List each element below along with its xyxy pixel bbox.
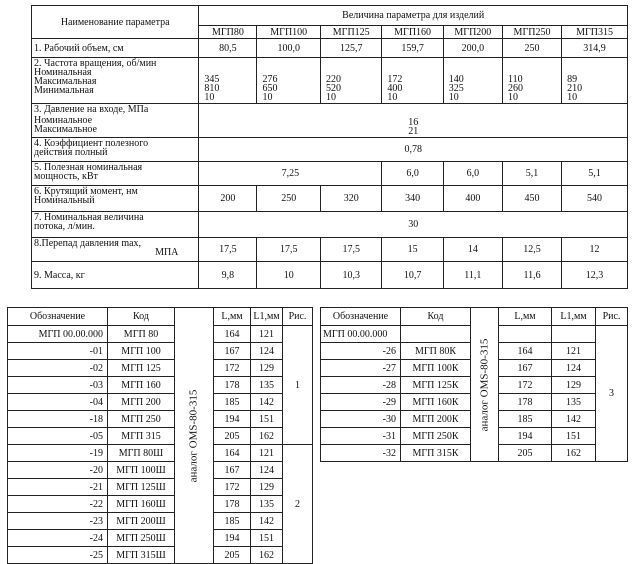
speed-value: 210 [567,83,583,94]
base-designation: МГП 00.00.000 [321,326,401,343]
model-header: МГП80 [199,26,257,39]
param-torque-label [32,186,199,212]
designation: -04 [8,394,108,411]
power-value: 6,0 [443,162,502,186]
model-header: МГП315 [562,26,628,39]
speed-value: 10 [567,92,578,103]
drop-value: 17,5 [257,238,321,262]
drop-value: 12,5 [502,238,561,262]
designation: -31 [321,428,401,445]
designation: -27 [321,360,401,377]
efficiency-title: 4. Коэффициент полезного [34,138,149,149]
table-row [8,411,313,428]
table-row [8,343,313,360]
mass-value: 12,3 [562,262,628,289]
code: МГП 315К [401,445,471,462]
length1: 142 [552,411,596,428]
length: 178 [214,496,251,513]
torque-title: 6. Крутящий момент, нм [34,186,138,197]
mass-value: 10,7 [382,262,443,289]
speed-value: 400 [387,83,403,94]
param-mass-label: 9. Масса, кг [32,262,199,289]
drop-value: 17,5 [199,238,257,262]
flow-value: 30 [199,212,628,238]
designation: -22 [8,496,108,513]
length: 172 [214,479,251,496]
figure-number: 2 [283,445,313,564]
table-row [8,479,313,496]
power-value: 5,1 [562,162,628,186]
length: 194 [214,530,251,547]
length1: 124 [251,462,283,479]
drop-title: 8.Перепад давления max, [34,238,142,249]
volume-value: 250 [502,39,561,58]
speed-value: 10 [204,92,215,103]
speed-value: 325 [448,83,464,94]
speed-value: 345 [204,74,220,85]
speed-value: 10 [262,92,273,103]
param-speed-label [32,58,199,104]
torque-value: 250 [257,186,321,212]
length1: 151 [251,411,283,428]
speed-value: 650 [262,83,278,94]
length1: 162 [552,445,596,462]
analog-label: аналог OMS-80-315 [478,338,490,431]
volume-value: 314,9 [562,39,628,58]
length1: 129 [251,479,283,496]
drop-unit: МПА [155,247,179,258]
param-drop-label [32,238,199,262]
code: МГП 250 [108,411,175,428]
length: 164 [214,326,251,343]
length1: 135 [552,394,596,411]
speed-value: 220 [326,74,342,85]
length1: 162 [251,547,283,564]
table-row [8,428,313,445]
torque-value: 200 [199,186,257,212]
speed-value: 10 [448,92,459,103]
code [401,326,471,343]
figure-header: Рис. [283,308,313,326]
length: 164 [214,445,251,462]
speed-value: 10 [326,92,337,103]
length1: 121 [251,326,283,343]
power-value: 6,0 [382,162,443,186]
designation: -32 [321,445,401,462]
speed-min-label: Минимальная [34,85,94,96]
table-row [8,496,313,513]
length-header: L,мм [214,308,251,326]
speed-value: 520 [326,83,342,94]
designation: -05 [8,428,108,445]
speed-values [257,58,321,104]
length1: 121 [251,445,283,462]
length: 194 [499,428,552,445]
code: МГП 125К [401,377,471,394]
designation: -30 [321,411,401,428]
length1: 121 [552,343,596,360]
speed-nominal-label: Номинальная [34,67,92,78]
designation-header: Обозначение [321,308,401,326]
mass-value: 9,8 [199,262,257,289]
model-header: МГП100 [257,26,321,39]
table-row [8,326,313,343]
torque-title-2: Номинальный [34,195,95,206]
mass-value: 10 [257,262,321,289]
length1: 151 [251,530,283,547]
code-header: Код [108,308,175,326]
table-row [8,547,313,564]
mass-value: 11,1 [443,262,502,289]
length1: 129 [251,360,283,377]
designation-table-right [320,307,628,462]
code-header: Код [401,308,471,326]
power-value: 5,1 [502,162,561,186]
length: 172 [214,360,251,377]
code: МГП 315Ш [108,547,175,564]
designation: -23 [8,513,108,530]
speed-value: 276 [262,74,278,85]
model-header: МГП160 [382,26,443,39]
flow-title-2: потока, л/мин. [34,221,95,232]
param-volume-label: 1. Рабочий объем, см [32,39,199,58]
drop-value: 15 [382,238,443,262]
designation: -29 [321,394,401,411]
table-row [8,377,313,394]
designation: -24 [8,530,108,547]
speed-values [321,58,382,104]
length1-header: L1,мм [552,308,596,326]
analog-cell [471,308,499,462]
length: 178 [214,377,251,394]
length1 [552,326,596,343]
length: 205 [214,428,251,445]
length: 167 [214,343,251,360]
power-title-2: мощность, кВт [34,171,98,182]
param-name-header: Наименование параметра [32,6,199,39]
code: МГП 100К [401,360,471,377]
drop-value: 12 [562,238,628,262]
code: МГП 200Ш [108,513,175,530]
designation: -26 [321,343,401,360]
length: 205 [499,445,552,462]
code: МГП 100Ш [108,462,175,479]
figure-number: 1 [283,326,313,445]
code: МГП 125 [108,360,175,377]
volume-value: 125,7 [321,39,382,58]
length: 164 [499,343,552,360]
torque-value: 340 [382,186,443,212]
volume-value: 200,0 [443,39,502,58]
designation: -21 [8,479,108,496]
length1: 151 [552,428,596,445]
torque-value: 400 [443,186,502,212]
designation: -28 [321,377,401,394]
model-header: МГП250 [502,26,561,39]
code: МГП 160Ш [108,496,175,513]
length1: 124 [251,343,283,360]
param-pressure-label [32,104,199,138]
param-power-label [32,162,199,186]
length1: 129 [552,377,596,394]
length: 167 [499,360,552,377]
designation: -25 [8,547,108,564]
pressure-max-label: Максимальное [34,124,97,135]
power-title: 5. Полезная номинальная [34,162,143,173]
code: МГП 100 [108,343,175,360]
length: 194 [214,411,251,428]
code: МГП 160К [401,394,471,411]
table-row [8,462,313,479]
code: МГП 125Ш [108,479,175,496]
table-row [8,530,313,547]
code: МГП 160 [108,377,175,394]
volume-value: 80,5 [199,39,257,58]
torque-value: 450 [502,186,561,212]
table-row [8,394,313,411]
designation: -03 [8,377,108,394]
volume-value: 100,0 [257,39,321,58]
length: 185 [499,411,552,428]
code: МГП 250К [401,428,471,445]
speed-value: 89 [567,74,578,85]
length1: 135 [251,496,283,513]
torque-value: 540 [562,186,628,212]
length: 185 [214,394,251,411]
model-header: МГП125 [321,26,382,39]
torque-value: 320 [321,186,382,212]
figure-header: Рис. [596,308,628,326]
efficiency-title-2: действия полный [34,147,108,158]
speed-value: 260 [507,83,523,94]
speed-value: 10 [387,92,398,103]
code: МГП 80 [108,326,175,343]
param-efficiency-label [32,138,199,162]
code: МГП 80К [401,343,471,360]
code: МГП 200 [108,394,175,411]
speed-value: 110 [507,74,523,85]
speed-values [502,58,561,104]
speed-values [443,58,502,104]
length1: 124 [552,360,596,377]
pressure-title: 3. Давление на входе, МПа [34,104,149,115]
designation: -18 [8,411,108,428]
analog-cell [175,308,214,564]
code: МГП 80Ш [108,445,175,462]
model-header: МГП200 [443,26,502,39]
code: МГП 250Ш [108,530,175,547]
length: 205 [214,547,251,564]
speed-value: 810 [204,83,220,94]
length1: 142 [251,394,283,411]
mass-value: 10,3 [321,262,382,289]
pressure-nominal-label: Номинальное [34,115,93,126]
length: 178 [499,394,552,411]
length1: 162 [251,428,283,445]
length: 185 [214,513,251,530]
param-flow-label [32,212,199,238]
designation: -02 [8,360,108,377]
speed-value: 140 [448,74,464,85]
speed-title: 2. Частота вращения, об/мин [34,58,157,69]
length: 172 [499,377,552,394]
table-row [8,513,313,530]
designation-header: Обозначение [8,308,108,326]
length [499,326,552,343]
length1-header: L1,мм [251,308,283,326]
speed-values [562,58,628,104]
analog-label: аналог OMS-80-315 [187,389,200,482]
volume-value: 159,7 [382,39,443,58]
speed-value: 172 [387,74,403,85]
code: МГП 200К [401,411,471,428]
power-merged-value: 7,25 [199,162,382,186]
value-header: Величина параметра для изделий [199,6,628,26]
parameters-table [31,5,628,289]
pressure-values [199,104,628,138]
length-header: L,мм [499,308,552,326]
pressure-max-value: 21 [408,126,419,137]
flow-title: 7. Номинальная величина [34,212,144,223]
table-row [8,445,313,462]
length1: 142 [251,513,283,530]
efficiency-value: 0,78 [199,138,628,162]
drop-value: 17,5 [321,238,382,262]
table-row [8,360,313,377]
length: 167 [214,462,251,479]
designation: МГП 00.00.000 [8,326,108,343]
mass-value: 11,6 [502,262,561,289]
designation: -19 [8,445,108,462]
designation-table-left [7,307,313,564]
pressure-nominal-value: 16 [408,117,419,128]
speed-values [199,58,257,104]
designation: -20 [8,462,108,479]
speed-max-label: Максимальная [34,76,97,87]
length1: 135 [251,377,283,394]
speed-values [382,58,443,104]
speed-value: 10 [507,92,518,103]
drop-value: 14 [443,238,502,262]
figure-number: 3 [596,326,628,462]
code: МГП 315 [108,428,175,445]
designation: -01 [8,343,108,360]
